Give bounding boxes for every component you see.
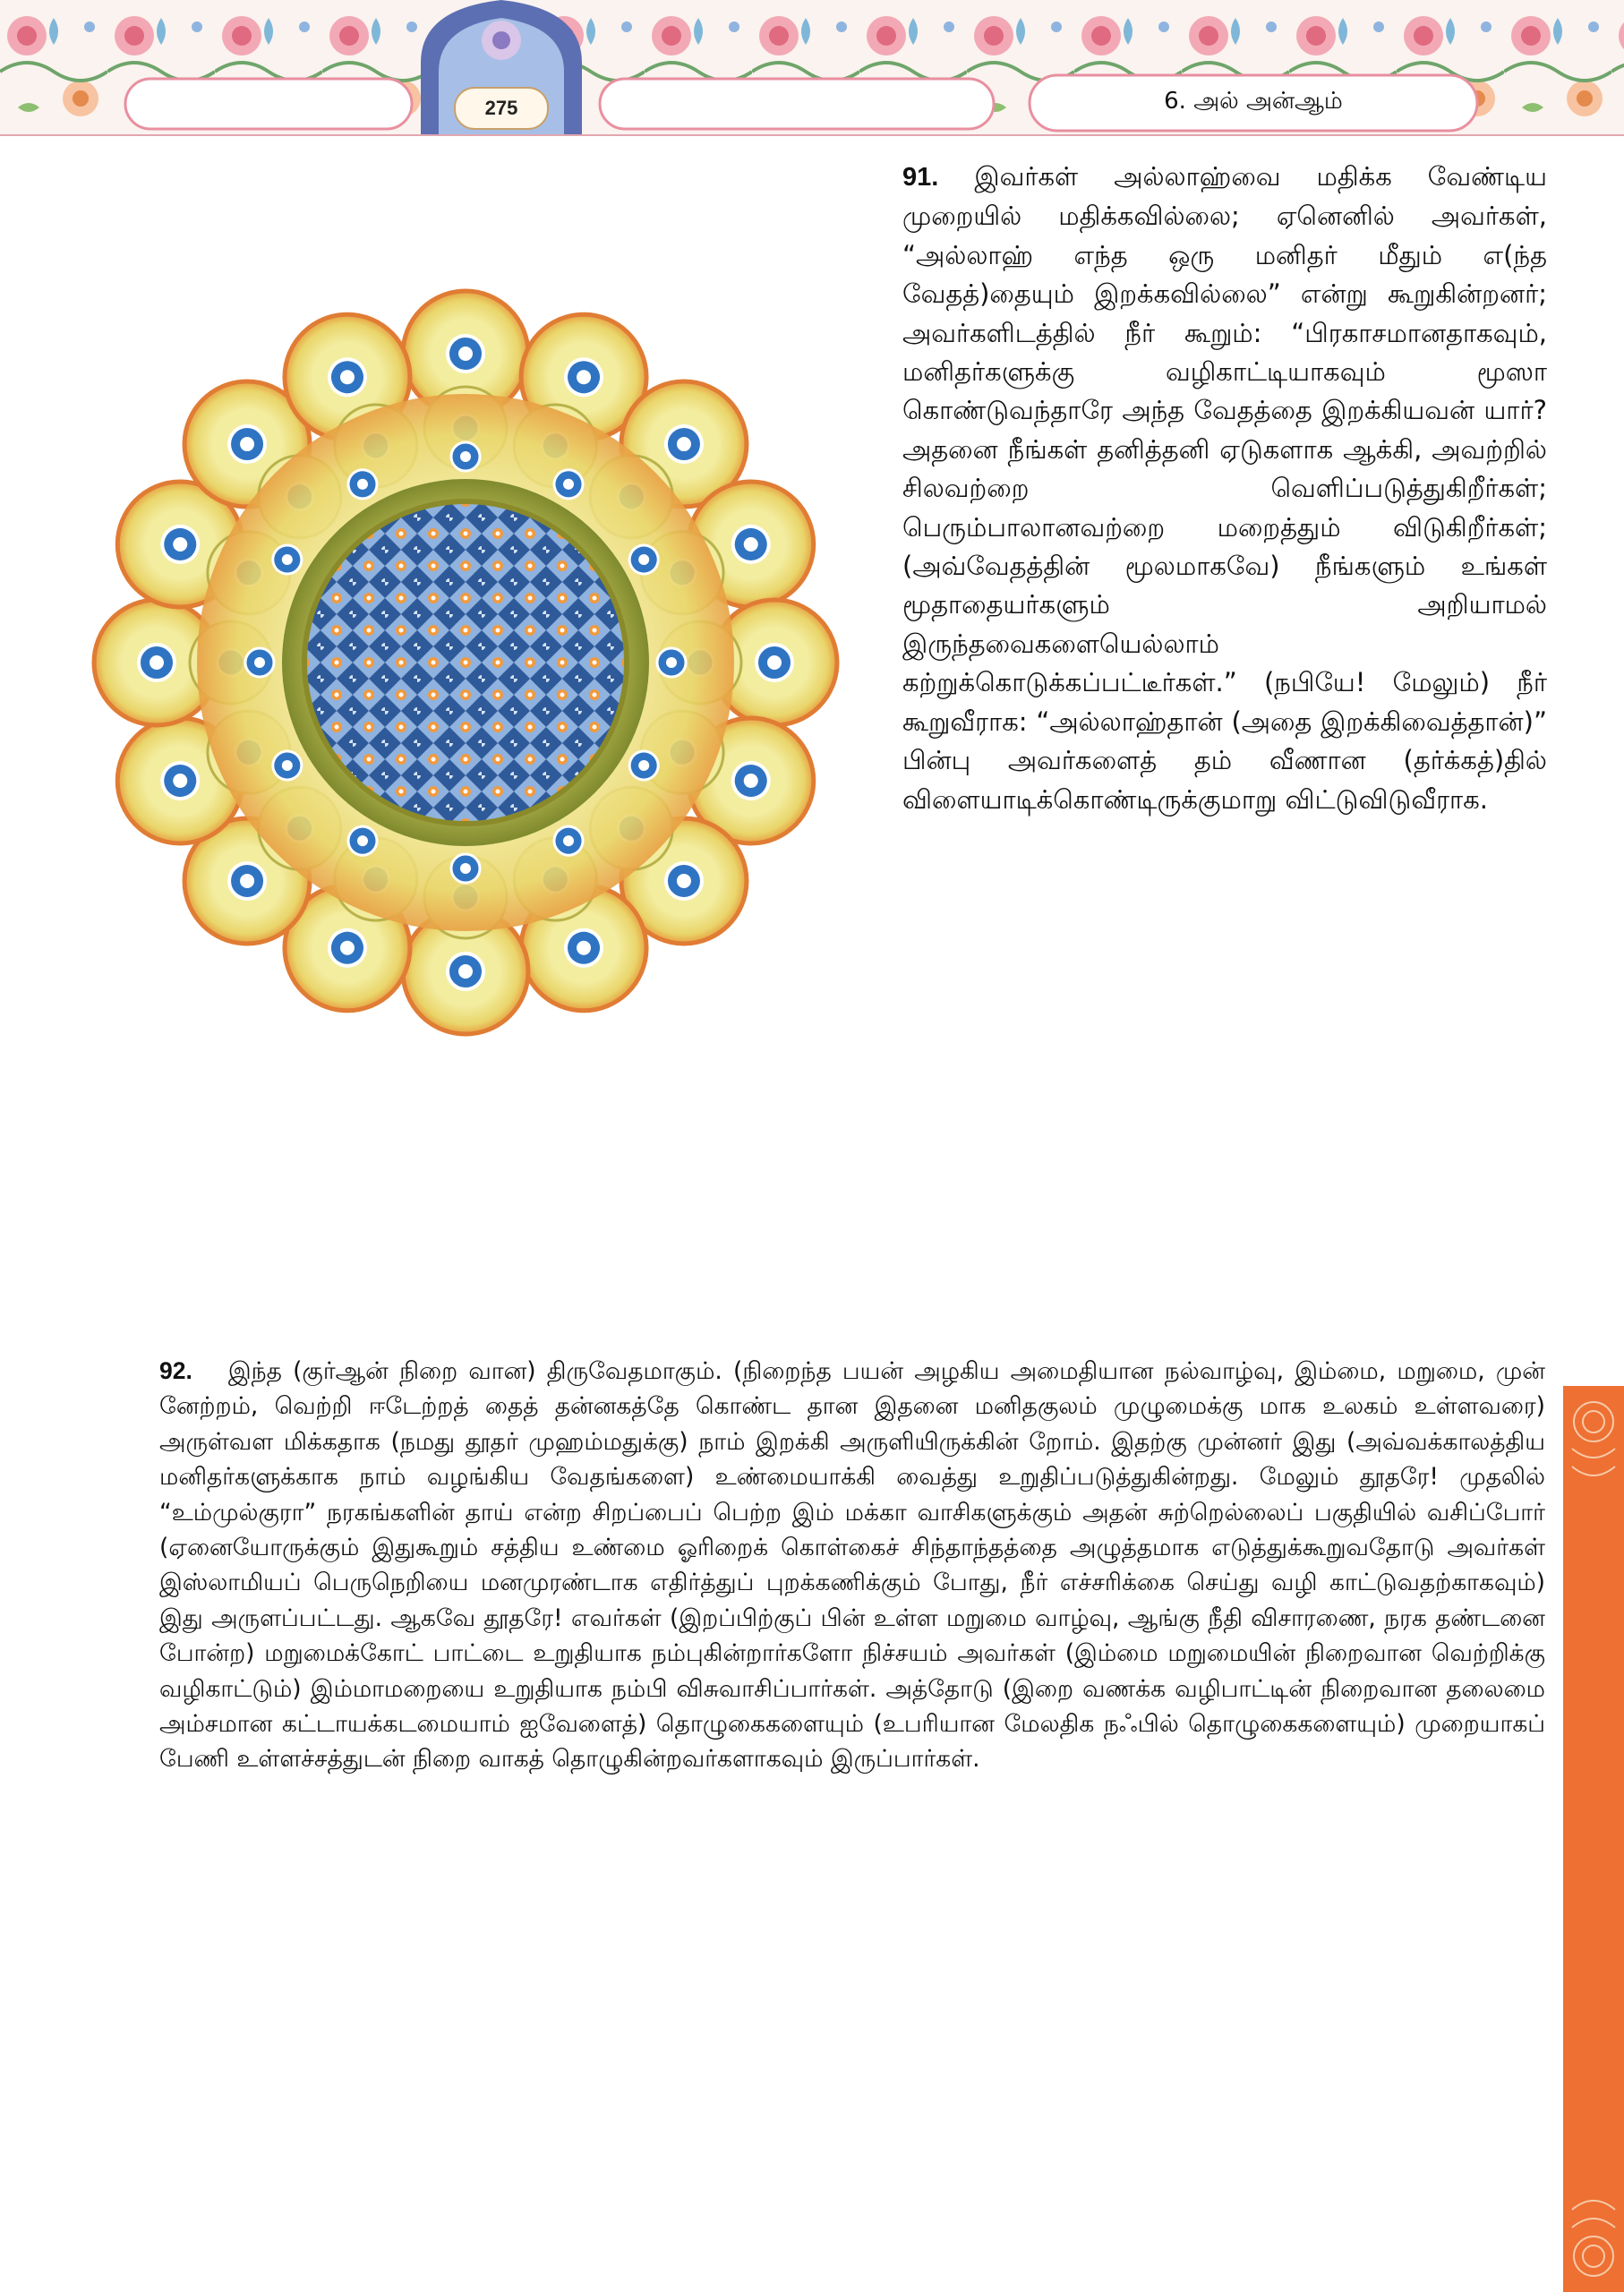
chapter-side-tab [1563,1386,1624,2292]
surah-title: 6. அல் அன்ஆம் [1164,88,1343,115]
side-tab-decoration [1563,1386,1624,2292]
verse-number-92: 92. [159,1357,192,1384]
verse-92 [159,1354,1545,1777]
page-number: 275 [484,97,518,119]
verse-91-text: இவர்கள் அல்லாஹ்வை மதிக்க வேண்டிய முறையில் மதிக்கவில்லை; ஏனெனில் அவர்கள், “அல்லாஹ் எந்த ஒரு மனிதர் மீதும் எ(ந்த வேதத்)தையும் இறக்கவில்லை” என்று கூறுகின்றனர்; அவர்களிடத்தில் நீர் கூறும்: “பிரகாசமானதாகவும், மனிதர்களுக்கு வழிகாட்டியாகவும் மூஸா கொண்டுவந்தாரே அந்த வேதத்தை இறக்கியவன் யார்? அதனை நீங்கள் தனித்தனி ஏடுகளாக ஆக்கி, அவற்றில் சிலவற்றை வெளிப்படுத்துகிறீர்கள்; பெரும்பாலானவற்றை மறைத்தும் விடுகிறீர்கள்; (அவ்வேதத்தின் மூலமாகவே) நீங்களும் உங்கள் மூதாதையர்களும் அறியாமல் இருந்தவைகளையெல்லாம் கற்றுக்கொடுக்கப்பட்டீர்கள்.” (நபியே! மேலும்) நீர் கூறுவீராக: “அல்லாஹ்தான் (அதை இறக்கிவைத்தான்)” பின்பு அவர்களைத் தம் வீணான (தர்க்கத்)தில் விளையாடிக்கொண்டிருக்குமாறு விட்டுவிடுவீராக. [902,161,1547,815]
verse-91 [902,158,1547,819]
islamic-geometric-ornament [63,260,868,1065]
side-tab-label: அதிகாரம் 7 | 6 • அல் அன்ஆம் [14,1739,43,2093]
page-header [0,0,1624,136]
verse-number-91: 91. [902,163,939,192]
verse-92-text: இந்த (குர்ஆன் நிறை வான) திருவேதமாகும். (நிறைந்த பயன் அழகிய அமைதியான நல்வாழ்வு, இம்மை, மறுமை, முன் னேற்றம், வெற்றி ஈடேற்றத் தைத் தன்னகத்தே கொண்ட தான இதனை மனிதகுலம் முழுமைக்கு மாக உலகம் உள்ளவரை) அருள்வள மிக்கதாக (நமது தூதர் முஹம்மதுக்கு) நாம் இறக்கி அருளியிருக்கின் றோம். இதற்கு முன்னர் இது (அவ்வக்காலத்திய மனிதர்களுக்காக நாம் வழங்கிய வேதங்களை) உண்மையாக்கி வைத்து உறுதிப்படுத்துகின்றது. மேலும் தூதரே! முதலில் “உம்முல்குரா” நரகங்களின் தாய் என்ற சிறப்பைப் பெற்ற இம் மக்கா வாசிகளுக்கும் அதன் சுற்றெல்லைப் பகுதியில் வசிப்போர் (ஏனையோருக்கும் இதுகூறும் சத்திய உண்மை ஓரிறைக் கொள்கைச் சிந்தாந்தத்தை அழுத்தமாக எடுத்துக்கூறுவதோடு அவர்கள் இஸ்லாமியப் பெருநெறியை மனமுரண்டாக எதிர்த்துப் புறக்கணிக்கும் போது, நீர் எச்சரிக்கை செய்து வழி காட்டுவதற்காகவும்) இது அருளப்பட்டது. ஆகவே தூதரே! எவர்கள் (இறப்பிற்குப் பின் உள்ள மறுமை வாழ்வு, ஆங்கு நீதி விசாரணை, நரக தண்டனை போன்ற) மறுமைக்கோட் பாட்டை உறுதியாக நம்புகின்றார்களோ நிச்சயம் அவர்கள் (இம்மை மறுமையின் நிறைவான வெற்றிக்கு வழிகாட்டும்) இம்மாமறையை உறுதியாக நம்பி விசுவாசிப்பார்கள். அத்தோடு (இறை வணக்க வழிபாட்டின் நிறைவான தலைமை அம்சமான கட்டாயக்கடமையாம் ஐவேளைத்) தொழுகைகளையும் (உபரியான மேலதிக நஃபில் தொழுகைகளையும்) முறையாகப் பேணி உள்ளச்சத்துடன் நிறை வாகத் தொழுகின்றவர்களாகவும் இருப்பார்கள். [159,1357,1545,1774]
